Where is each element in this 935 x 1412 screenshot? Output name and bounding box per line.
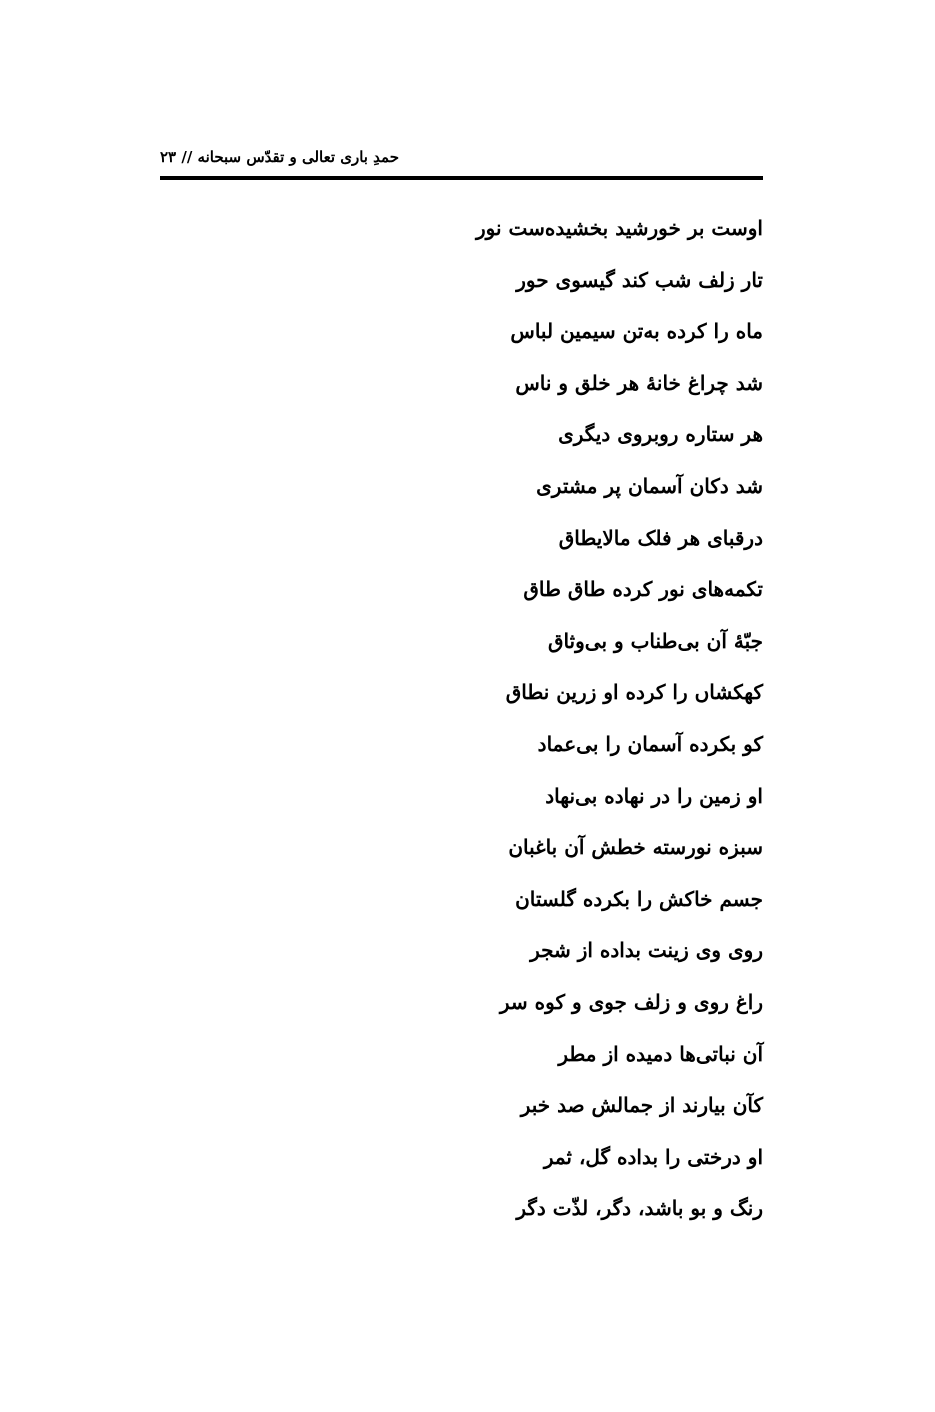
poem-verses bbox=[423, 208, 763, 1240]
verse-line-8: تکمه‌های نور کرده طاق طاق bbox=[523, 577, 763, 602]
verse-line-4: شد چراغ خانهٔ هر خلق و ناس bbox=[515, 370, 763, 395]
verse-line-18: کآن بیارند از جمالش صد خبر bbox=[520, 1093, 763, 1118]
verse-line-14: جسم خاکش را بکرده گلستان bbox=[515, 886, 763, 911]
verse-line-15: روی وی زینت بداده از شجر bbox=[530, 938, 763, 963]
verse-line-6: شد دکان آسمان پر مشتری bbox=[536, 473, 763, 498]
verse-line-20: رنگ و بو باشد، دگر، لذّت دگر bbox=[516, 1196, 763, 1221]
verse-line-2: تار زلف شب کند گیسوی حور bbox=[516, 267, 763, 292]
header-rule bbox=[160, 176, 763, 180]
verse-line-16: راغ روی و زلف جوی و کوه سر bbox=[499, 989, 763, 1014]
verse-line-7: درقبای هر فلک مالایطاق bbox=[558, 525, 763, 550]
verse-line-17: آن نباتی‌ها دمیده از مطر bbox=[558, 1041, 763, 1066]
verse-line-19: او درختی را بداده گل، ثمر bbox=[543, 1144, 763, 1169]
verse-line-3: ماه را کرده به‌تن سیمین لباس bbox=[510, 319, 763, 344]
running-head bbox=[160, 143, 762, 171]
verse-line-12: او زمین را در نهاده بی‌نهاد bbox=[545, 783, 763, 808]
verse-line-13: سبزه نورسته خطش آن باغبان bbox=[508, 835, 763, 860]
verse-line-11: کو بکرده آسمان را بی‌عماد bbox=[537, 731, 763, 756]
running-head-title: حمدِ باری تعالی و تقدّس سبحانه // ۲۳ bbox=[160, 148, 399, 166]
verse-line-10: کهکشاں را کرده او زرین نطاق bbox=[505, 680, 763, 705]
verse-line-5: هر ستاره روبروی دیگری bbox=[558, 422, 763, 447]
verse-line-1: اوست بر خورشید بخشیده‌ست نور bbox=[476, 216, 763, 240]
verse-line-9: جبّهٔ آن بی‌طناب و بی‌وثاق bbox=[547, 628, 763, 653]
